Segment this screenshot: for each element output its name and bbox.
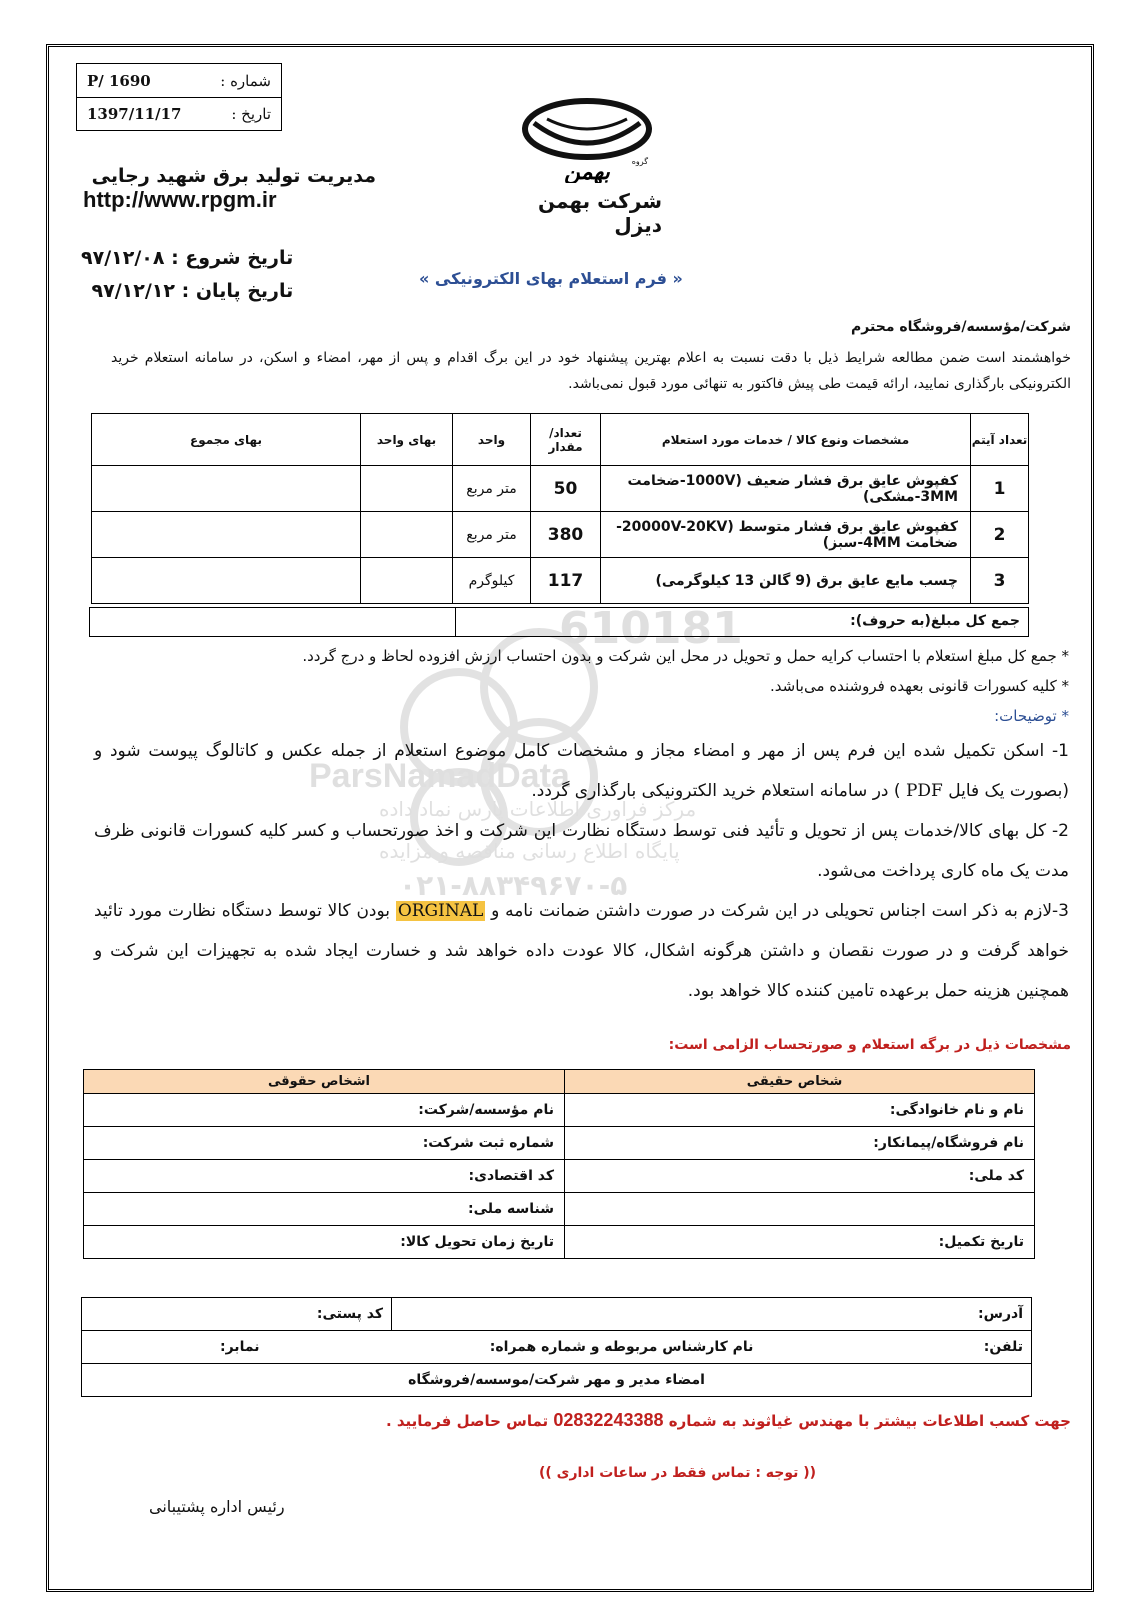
note-1: * جمع کل مبلغ استعلام با احتساب کرایه حمل و تحویل در محل این شرکت و بدون احتساب ارزش افزوده لحاظ و درج گردد. (302, 647, 1069, 665)
notes-heading: * توضیحات: (994, 707, 1069, 725)
logo-brand: بهمن (564, 160, 610, 183)
legal-field[interactable]: شماره ثبت شرکت: (84, 1127, 565, 1160)
table-row (82, 1298, 1032, 1331)
row-quantity: 117 (531, 558, 601, 604)
row-number: 3 (971, 558, 1029, 604)
watermark-brand: ParsNamadData (309, 757, 570, 795)
row-unit: کیلوگرم (453, 558, 531, 604)
logo-group: گروه (631, 157, 648, 166)
legal-field[interactable]: شناسه ملی: (84, 1193, 565, 1226)
notes-section (94, 641, 1069, 1011)
note-paragraph-1 (94, 731, 1069, 811)
note-paragraph-2: 2- کل بهای کالا/خدمات پس از تحویل و تأئید فنی توسط دستگاه نظارت این شرکت و اخذ صورتحساب و کسر کلیه کسورات قانونی ظرف مدت یک ماه کاری پرداخت می‌شود. (94, 821, 1069, 881)
reference-date-row (77, 97, 281, 130)
table-row (84, 1094, 1035, 1127)
reference-box (76, 63, 282, 131)
signer-title: رئیس اداره پشتیبانی (149, 1497, 285, 1516)
row-unit: متر مربع (453, 466, 531, 512)
natural-field[interactable]: تاریخ تکمیل: (565, 1226, 1035, 1259)
sum-value-field[interactable] (90, 608, 455, 636)
legal-field[interactable]: نام مؤسسه/شرکت: (84, 1094, 565, 1127)
header-quantity: تعداد/ مقدار (531, 414, 601, 466)
bahman-logo-icon (512, 93, 662, 183)
salutation: شرکت/مؤسسه/فروشگاه محترم (851, 319, 1071, 335)
end-date-label: تاریخ پایان : (181, 280, 294, 302)
legal-field[interactable]: کد اقتصادی: (84, 1160, 565, 1193)
table-row (84, 1160, 1035, 1193)
reference-date: 1397/11/17 (87, 105, 182, 123)
natural-person-header: شخاص حقیقی (565, 1070, 1035, 1094)
contact-table (81, 1297, 1032, 1397)
natural-field[interactable]: نام و نام خانوادگی: (565, 1094, 1035, 1127)
signature-field[interactable]: امضاء مدیر و مهر شرکت/موسسه/فروشگاه (82, 1364, 1032, 1397)
start-date-line (81, 242, 293, 275)
expert-field[interactable]: نام کارشناس مربوطه و شماره همراه: (489, 1339, 754, 1355)
row-total[interactable] (92, 466, 361, 512)
note-paragraph-1-b: ) در سامانه استعلام خرید الکترونیکی بارگذاری گردد. (531, 781, 901, 801)
row-number: 2 (971, 512, 1029, 558)
legal-field[interactable]: تاریخ زمان تحویل کالا: (84, 1226, 565, 1259)
reference-number: P/ 1690 (87, 71, 151, 90)
watermark-line1: مرکز فراوری اطلاعات پارس نماد داده (379, 797, 697, 821)
note-paragraph-3-a: 3-لازم به ذکر است اجناس تحویلی در این شرکت در صورت داشتن ضمانت نامه و (491, 901, 1069, 921)
reference-number-label: شماره : (220, 71, 271, 90)
table-row (82, 1331, 1032, 1364)
row-unit: متر مربع (453, 512, 531, 558)
row-description: کفپوش عایق برق فشار ضعیف (1000V-ضخامت 3MM-مشکی) (601, 466, 971, 512)
start-date-label: تاریخ شروع : (171, 247, 294, 269)
row-description: کفپوش عایق برق فشار متوسط (20000V-20KV-ضخامت 4MM-سبز) (601, 512, 971, 558)
contact-phone[interactable]: 02832243388 (553, 1410, 664, 1430)
table-row (92, 558, 1029, 604)
table-row (82, 1364, 1032, 1397)
fax-field[interactable]: نمابر: (220, 1339, 260, 1355)
original-highlight: ORGINAL (397, 901, 484, 921)
address-field[interactable]: آدرس: (392, 1298, 1032, 1331)
row-number: 1 (971, 466, 1029, 512)
table-row (84, 1226, 1035, 1259)
persons-table (83, 1069, 1035, 1259)
sum-row (89, 607, 1029, 637)
end-date: ۹۷/۱۲/۱۲ (91, 280, 175, 302)
watermark-line2: پایگاه اطلاع رسانی مناقصه و مزایده (379, 839, 680, 863)
phone-row (82, 1331, 1032, 1364)
company-logo (512, 93, 662, 237)
table-row (92, 466, 1029, 512)
table-row (84, 1127, 1035, 1160)
row-total[interactable] (92, 558, 361, 604)
table-row (92, 512, 1029, 558)
contact-info (386, 1410, 1071, 1431)
row-quantity: 380 (531, 512, 601, 558)
items-header-row (92, 414, 1029, 466)
contact-info-b: تماس حاصل فرمایید . (385, 1412, 549, 1430)
office-hours-note: (( توجه : تماس فقط در ساعات اداری )) (539, 1465, 817, 1481)
organization-name: مدیریت تولید برق شهید رجایی (91, 165, 376, 187)
header-unit-price: بهای واحد (361, 414, 453, 466)
row-quantity: 50 (531, 466, 601, 512)
header-total: بهای مجموع (92, 414, 361, 466)
row-unit-price[interactable] (361, 512, 453, 558)
natural-field[interactable] (565, 1193, 1035, 1226)
required-heading: مشخصات ذیل در برگه استعلام و صورتحساب الزامی است: (668, 1037, 1071, 1053)
form-title: « فرم استعلام بهای الکترونیکی » (419, 269, 683, 288)
schedule-dates (81, 242, 293, 308)
row-description: چسب مایع عایق برق (9 گالن 13 کیلوگرمی) (601, 558, 971, 604)
company-name: شرکت بهمن دیزل (538, 189, 662, 237)
document-page (46, 44, 1094, 1592)
watermark-code: 610181 (559, 603, 743, 654)
website-url[interactable]: http://www.rpgm.ir (83, 187, 277, 212)
start-date: ۹۷/۱۲/۰۸ (81, 247, 165, 269)
table-row (84, 1193, 1035, 1226)
row-unit-price[interactable] (361, 466, 453, 512)
natural-field[interactable]: نام فروشگاه/پیمانکار: (565, 1127, 1035, 1160)
persons-header-row (84, 1070, 1035, 1094)
end-date-line (81, 275, 293, 308)
header-unit: واحد (453, 414, 531, 466)
postal-code-field[interactable]: کد پستی: (82, 1298, 392, 1331)
pdf-label: PDF (905, 781, 943, 801)
natural-field[interactable]: کد ملی: (565, 1160, 1035, 1193)
header-item-no: تعداد آیتم (971, 414, 1029, 466)
header-description: مشخصات ونوع کالا / خدمات مورد استعلام (601, 414, 971, 466)
phone-field[interactable]: تلفن: (983, 1339, 1023, 1355)
row-total[interactable] (92, 512, 361, 558)
note-2: * کلیه کسورات قانونی بعهده فروشنده می‌باشد. (770, 677, 1069, 695)
contact-info-a: جهت کسب اطلاعات بیشتر با مهندس غیاثوند به شماره (668, 1412, 1071, 1430)
legal-person-header: اشخاص حقوقی (84, 1070, 565, 1094)
intro-text: خواهشمند است ضمن مطالعه شرایط ذیل با دقت نسبت به اعلام بهترین پیشنهاد خود در این برگ اقدام و پس از مهر، امضاء و اسکن، در سامانه استعلام خرید الکترونیکی بارگذاری نمایید، ارائه قیمت طی پیش فاکتور به تنهائی مورد قبول نمی‌باشد. (111, 350, 1071, 392)
note-paragraph-3-b: بودن کالا توسط دستگاه نظارت مورد تائید خواهد گرفت و در صورت نقصان و داشتن هرگونه اشکال، کالا عودت داده خواهد شد و خسارت ایجاد شده به تجهیزات این شرکت و همچنین هزینه حمل برعهده تامین کننده کالا خواهد بود. (94, 901, 1069, 1001)
sum-label: جمع کل مبلغ(به حروف): (455, 608, 1028, 636)
note-paragraph-3 (94, 891, 1069, 1011)
reference-date-label: تاریخ : (231, 105, 271, 123)
watermark-phone: ۰۲۱-۸۸۳۴۹۶۷۰-۵ (399, 869, 628, 902)
items-table (91, 413, 1029, 604)
row-unit-price[interactable] (361, 558, 453, 604)
note-paragraph-1-a: 1- اسکن تکمیل شده این فرم پس از مهر و امضاء مجاز و مشخصات کامل موضوع استعلام از جمله عکس و کاتالوگ پیوست شود و (بصورت یک فایل (94, 741, 1069, 801)
reference-number-row (77, 64, 281, 97)
